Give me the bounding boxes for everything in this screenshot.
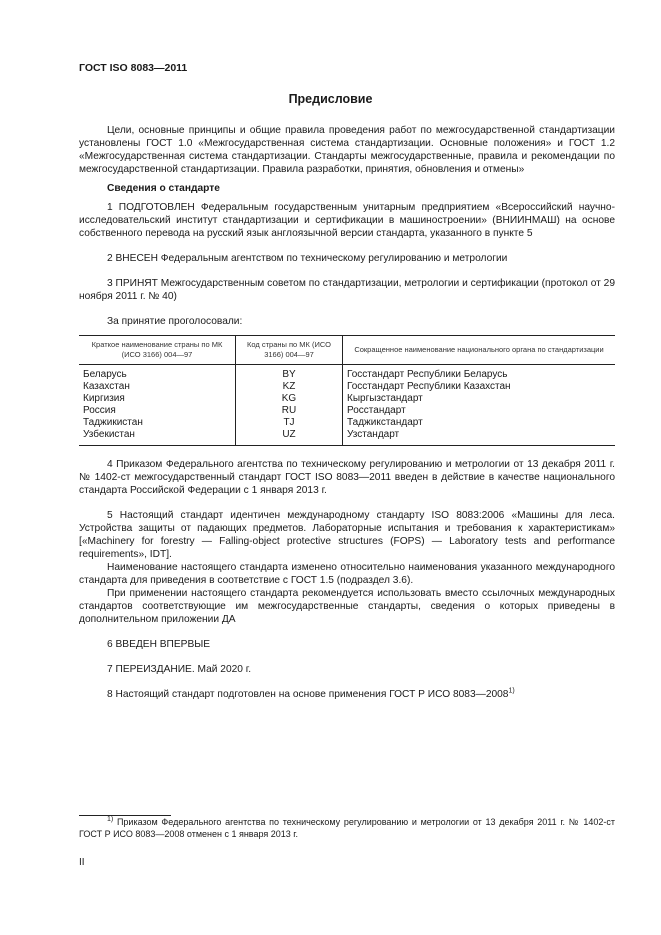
item-4: 4 Приказом Федерального агентства по техническому регулированию и метрологии от 13 декабря 2011 г. № 1402-ст межгосударственный стандарт ГОСТ ISO 8083—2011 введен в действие в качестве национального стандарта Российской Федерации с 1 января 2013 г. [79,459,615,496]
document-header: ГОСТ ISO 8083—2011 [79,62,188,74]
cell-country: Узбекистан [79,429,236,446]
vote-intro: За принятие проголосовали: [107,316,243,327]
cell-body: Кыргызстандарт [343,393,616,405]
table-header-body: Сокращенное наименование национального органа по стандартизации [343,336,616,365]
cell-body: Госстандарт Республики Казахстан [343,381,616,393]
item-2: 2 ВНЕСЕН Федеральным агентством по техническому регулированию и метрологии [107,253,508,264]
cell-code: UZ [236,429,343,446]
intro-paragraph: Цели, основные принципы и общие правила проведения работ по межгосударственной стандартизации установлены ГОСТ 1.0 «Межгосударственная система стандартизации. Основные положения» и ГОСТ 1.2 «Межгосударственная система стандартизации. Стандарты межгосударственные, правила и рекомендации по межгосударственной стандартизации. Правила разработки, принятия, обновления и отмены» [79,125,615,175]
cell-body: Таджикстандарт [343,417,616,429]
table-row [79,365,615,382]
table-header-code: Код страны по МК (ИСО 3166) 004—97 [236,336,343,365]
item-3: 3 ПРИНЯТ Межгосударственным советом по стандартизации, метрологии и сертификации (протокол от 29 ноября 2011 г. № 40) [79,278,615,302]
item-7: 7 ПЕРЕИЗДАНИЕ. Май 2020 г. [107,664,252,675]
cell-code: BY [236,365,343,382]
table-row [79,417,615,429]
item-6: 6 ВВЕДЕН ВПЕРВЫЕ [107,639,211,650]
cell-country: Киргизия [83,393,125,404]
table-header-row [79,336,615,365]
section-heading: Сведения о стандарте [107,183,220,194]
item-5: 5 Настоящий стандарт идентичен международному стандарту ISO 8083:2006 «Машины для леса. Устройства защиты от падающих предметов. Лабораторные испытания и требования к характеристикам» [«Machinery for forestry — Falling-object protective structures (FOPS) — Laboratory tests and performance requirements», IDT]. [79,510,615,560]
countries-table [79,335,615,446]
footnote-mark: 1) [107,816,114,823]
cell-country: Таджикистан [83,417,143,428]
table-header-country: Краткое наименование страны по МК (ИСО 3166) 004—97 [79,336,236,365]
cell-country: Россия [83,405,116,416]
cell-country: Беларусь [83,369,127,380]
table-row [79,381,615,393]
cell-country: Казахстан [83,381,130,392]
item-5-name-note: Наименование настоящего стандарта изменено относительно наименования указанного международного стандарта для приведения в соответствие с ГОСТ 1.5 (подраздел 3.6). [79,562,615,586]
footnote-divider [79,815,171,816]
cell-code: KZ [236,381,343,393]
item-1: 1 ПОДГОТОВЛЕН Федеральным государственным унитарным предприятием «Всероссийский научно-исследовательский институт стандартизации и сертификации в машиностроении» (ВНИИНМАШ) на основе собственного перевода на русский язык англоязычной версии стандарта, указанного в пункте 5 [79,202,615,239]
cell-body: Госстандарт Республики Беларусь [343,365,616,382]
item-8-text: 8 Настоящий стандарт подготовлен на основе применения ГОСТ Р ИСО 8083—2008 [107,689,509,700]
preface-body [79,124,615,701]
page-title: Предисловие [288,92,373,106]
cell-code: KG [236,393,343,405]
table-row [79,429,615,446]
item-5-usage-note: При применении настоящего стандарта рекомендуется использовать вместо ссылочных международных стандартов соответствующие им межгосударственные стандарты, сведения о которых приведены в дополнительном приложении ДА [79,588,615,625]
footnote [79,817,615,840]
cell-code: TJ [236,417,343,429]
cell-code: RU [236,405,343,417]
cell-body: Узстандарт [343,429,616,446]
footnote-text: Приказом Федерального агентства по техническому регулированию и метрологии от 13 декабря 2011 г. № 1402-ст ГОСТ Р ИСО 8083—2008 отменен с 1 января 2013 г. [79,817,615,839]
item-8 [79,688,615,701]
table-row [79,405,615,417]
page-number: II [79,857,85,868]
cell-body: Росстандарт [343,405,616,417]
table-row [79,393,615,405]
footnote-ref[interactable]: 1) [508,687,515,695]
